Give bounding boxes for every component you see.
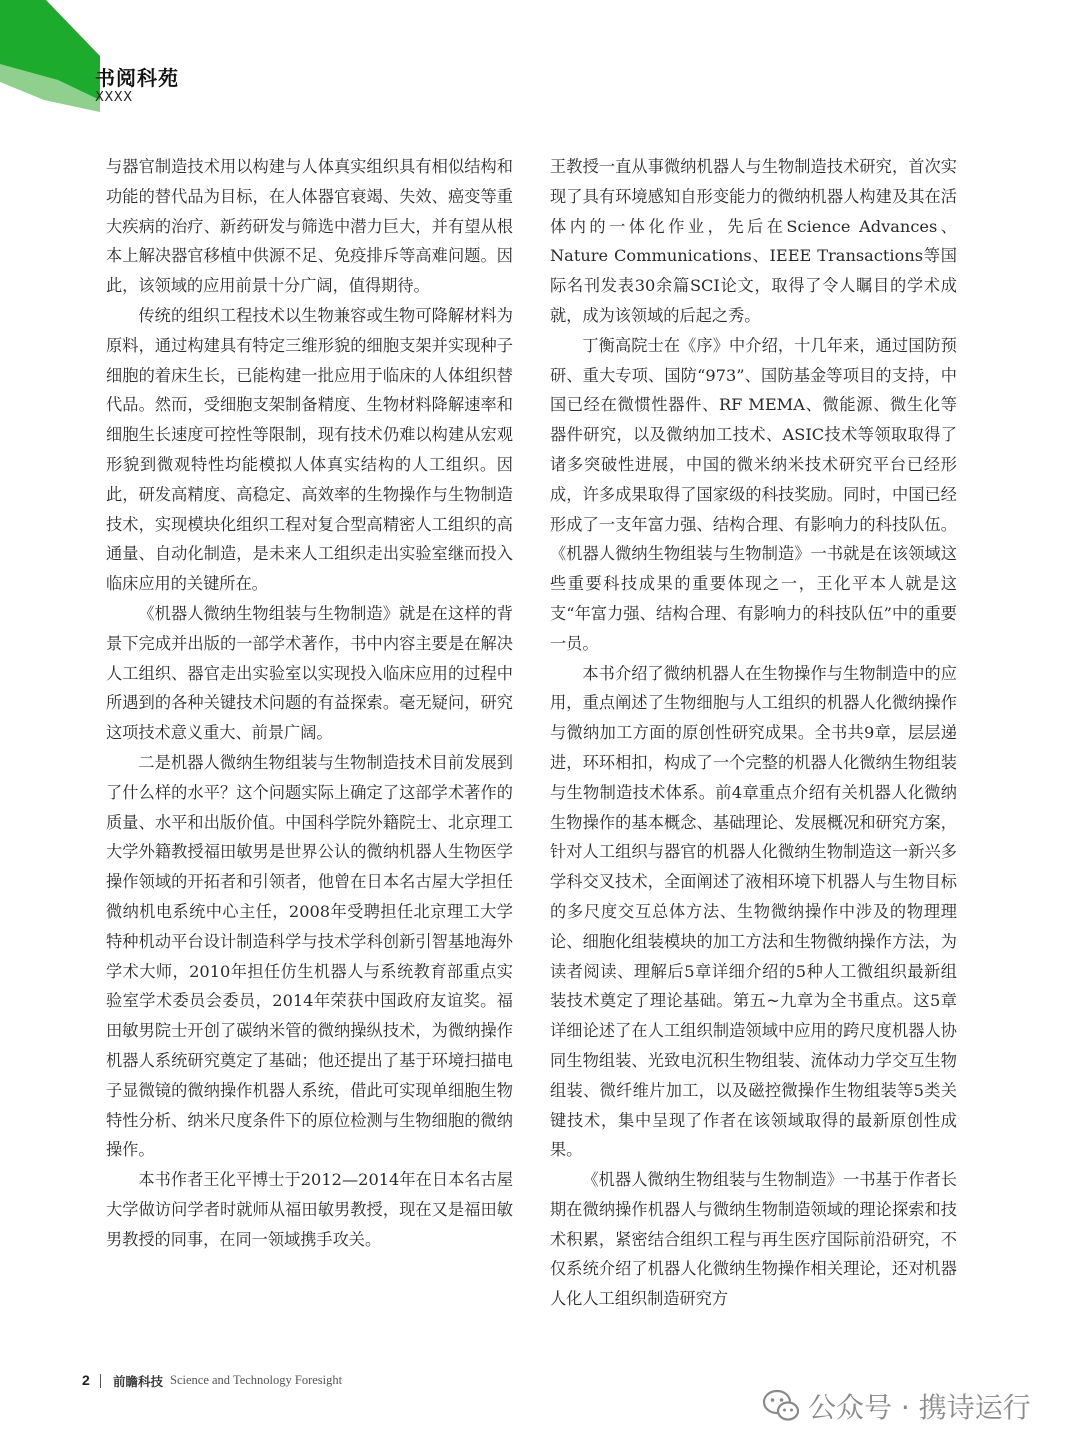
article-column-left bbox=[106, 152, 513, 1254]
page-number: 2 bbox=[82, 1372, 90, 1388]
paragraph: 《机器人微纳生物组装与生物制造》一书基于作者长期在微纳操作机器人与微纳生物制造领域的理论探索和技术积累，紧密结合组织工程与再生医疗国际前沿研究，不仅系统介绍了机器人化微纳生物操作相关理论，还对机器人化人工组织制造研究方 bbox=[550, 1170, 957, 1309]
wechat-watermark bbox=[762, 1386, 1031, 1426]
paragraph: 丁衡高院士在《序》中介绍，十几年来，通过国防预研、重大专项、国防“973”、国防基金等项目的支持，中国已经在微惯性器件、RF MEMA、微能源、微生化等器件研究，以及微纳加工技术、ASIC技术等领取取得了诸多突破性进展，中国的微米纳米技术研究平台已经形成，许多成果取得了国家级的科技奖励。同时，中国已经形成了一支年富力强、结构合理、有影响力的科技队伍。《机器人微纳生物组装与生物制造》一书就是在该领域这些重要科技成果的重要体现之一，王化平本人就是这支“年富力强、结构合理、有影响力的科技队伍”中的重要一员。 bbox=[550, 335, 957, 653]
magazine-name-cn: 前瞻科技 bbox=[113, 1374, 164, 1389]
section-title: 书阅科苑 bbox=[95, 66, 179, 90]
paragraph: 《机器人微纳生物组装与生物制造》就是在这样的背景下完成并出版的一部学术著作，书中内容主要是在解决人工组织、器官走出实验室以实现投入临床应用的过程中所遇到的各种关键技术问题的有益探索。毫无疑问，研究这项技术意义重大、前景广阔。 bbox=[106, 603, 513, 743]
watermark-text: 公众号 · 携诗运行 bbox=[808, 1391, 1031, 1424]
paragraph: 二是机器人微纳生物组装与生物制造技术目前发展到了什么样的水平？这个问题实际上确定了这部学术著作的质量、水平和出版价值。中国科学院外籍院士、北京理工大学外籍教授福田敏男是世界公认的微纳机器人生物医学操作领域的开拓者和引领者，他曾在日本名古屋大学担任微纳机电系统中心主任，2008年受聘担任北京理工大学特种机动平台设计制造科学与技术学科创新引智基地海外学术大师，2010年担任仿生机器人与系统教育部重点实验室学术委员会委员，2014年荣获中国政府友谊奖。福田敏男院士开创了碳纳米管的微纳操纵技术，为微纳操作机器人系统研究奠定了基础；他还提出了基于环境扫描电子显微镜的微纳操作机器人系统，借此可实现单细胞生物特性分析、纳米尺度条件下的原位检测与生物细胞的微纳操作。 bbox=[106, 752, 513, 1160]
paragraph: 本书作者王化平博士于2012—2014年在日本名古屋大学做访问学者时就师从福田敏男教授，现在又是福田敏男教授的同事，在同一领域携手攻关。 bbox=[106, 1170, 513, 1249]
paragraph: 王教授一直从事微纳机器人与生物制造技术研究，首次实现了具有环境感知自形变能力的微纳机器人构建及其在活体内的一体化作业，先后在Science Advances、Nature Communications、IEEE Transactions等国际名刊发表30余篇SCI论文，取得了令人瞩目的学术成就，成为该领域的后起之秀。 bbox=[550, 157, 957, 325]
paragraph: 与器官制造技术用以构建与人体真实组织具有相似结构和功能的替代品为目标，在人体器官衰竭、失效、癌变等重大疾病的治疗、新药研发与筛选中潜力巨大，并有望从根本上解决器官移植中供源不足、免疫排斥等高难问题。因此，该领域的应用前景十分广阔，值得期待。 bbox=[106, 157, 513, 296]
paragraph: 本书介绍了微纳机器人在生物操作与生物制造中的应用，重点阐述了生物细胞与人工组织的机器人化微纳操作与微纳加工方面的原创性研究成果。全书共9章，层层递进，环环相扣，构成了一个完整的机器人化微纳生物组装与生物制造技术体系。前4章重点介绍有关机器人化微纳生物操作的基本概念、基础理论、发展概况和研究方案，针对人工组织与器官的机器人化微纳生物制造这一新兴多学科交叉技术，全面阐述了液相环境下机器人与生物目标的多尺度交互总体方法、生物微纳操作中涉及的物理理论、细胞化组装模块的加工方法和生物微纳操作方法，为读者阅读、理解后5章详细介绍的5种人工微组织最新组装技术奠定了理论基础。第五~九章为全书重点。这5章详细论述了在人工组织制造领域中应用的跨尺度机器人协同生物组装、光致电沉积生物组装、流体动力学交互生物组装、微纤维片加工，以及磁控微操作生物组装等5类关键技术，集中呈现了作者在该领域取得的最新原创性成果。 bbox=[550, 663, 957, 1160]
wechat-icon bbox=[762, 1389, 800, 1423]
footer-divider bbox=[100, 1374, 101, 1388]
article-column-right bbox=[550, 152, 957, 1314]
paragraph: 传统的组织工程技术以生物兼容或生物可降解材料为原料，通过构建具有特定三维形貌的细胞支架并实现种子细胞的着床生长，已能构建一批应用于临床的人体组织替代品。然而，受细胞支架制备精度、生物材料降解速率和细胞生长速度可控性等限制，现有技术仍难以构建从宏观形貌到微观特性均能模拟人体真实结构的人工组织。因此，研发高精度、高稳定、高效率的生物操作与生物制造技术，实现模块化组织工程对复合型高精密人工组织的高通量、自动化制造，是未来人工组织走出实验室继而投入临床应用的关键所在。 bbox=[106, 305, 513, 594]
section-subtitle: XXXX bbox=[95, 90, 133, 105]
magazine-name-en: Science and Technology Foresight bbox=[170, 1373, 343, 1387]
header-corner-decoration bbox=[0, 0, 100, 112]
